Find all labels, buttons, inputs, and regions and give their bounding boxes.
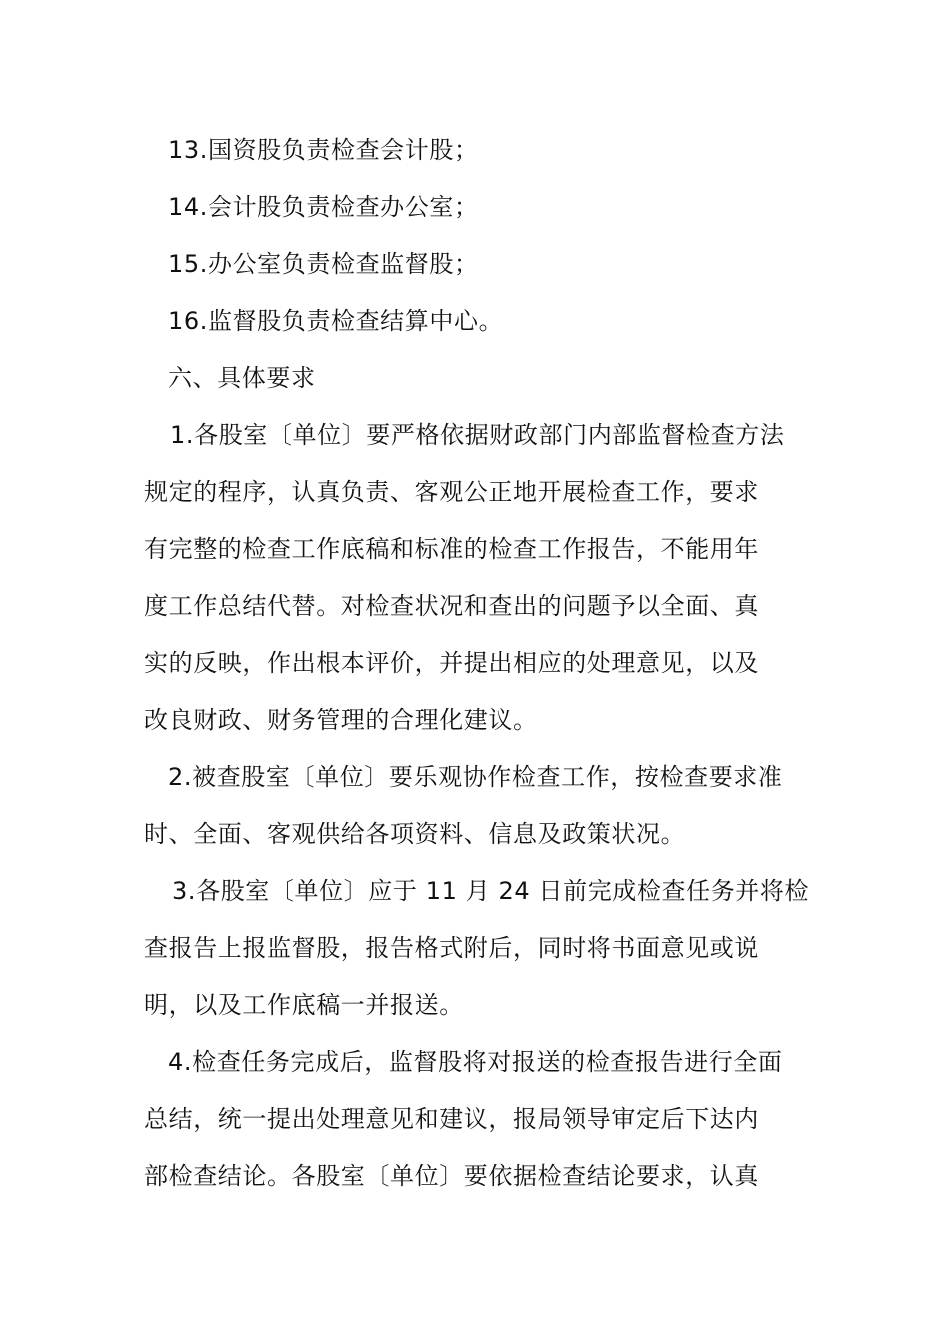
requirement-4-line-2: 总结，统一提出处理意见和建议，报局领导审定后下达内 <box>144 1105 759 1133</box>
requirement-3-line-1: 3.各股室〔单位〕应于 11 月 24 日前完成检查任务并将检 <box>172 877 810 905</box>
requirement-2-line-1: 2.被查股室〔单位〕要乐观协作检查工作，按检查要求准 <box>168 763 783 791</box>
requirement-2-line-2: 时、全面、客观供给各项资料、信息及政策状况。 <box>144 820 686 848</box>
requirement-1-line-6: 改良财政、财务管理的合理化建议。 <box>144 706 538 734</box>
requirement-4-line-1: 4.检查任务完成后，监督股将对报送的检查报告进行全面 <box>168 1048 783 1076</box>
requirement-3-line-3: 明，以及工作底稿一并报送。 <box>144 991 464 1019</box>
requirement-4-line-3: 部检查结论。各股室〔单位〕要依据检查结论要求，认真 <box>144 1162 759 1190</box>
requirement-1-line-3: 有完整的检查工作底稿和标准的检查工作报告，不能用年 <box>144 535 759 563</box>
list-item-14: 14.会计股负责检查办公室； <box>168 193 479 221</box>
requirement-3-line-2: 查报告上报监督股，报告格式附后，同时将书面意见或说 <box>144 934 759 962</box>
requirement-1-line-1: 1.各股室〔单位〕要严格依据财政部门内部监督检查方法 <box>170 421 785 449</box>
list-item-16: 16.监督股负责检查结算中心。 <box>168 307 504 335</box>
requirement-1-line-2: 规定的程序，认真负责、客观公正地开展检查工作，要求 <box>144 478 759 506</box>
list-item-15: 15.办公室负责检查监督股； <box>168 250 479 278</box>
document-body <box>144 122 809 1205</box>
requirement-1-line-4: 度工作总结代替。对检查状况和查出的问题予以全面、真 <box>144 592 759 620</box>
section-heading: 六、具体要求 <box>168 364 316 392</box>
requirement-1-line-5: 实的反映，作出根本评价，并提出相应的处理意见，以及 <box>144 649 759 677</box>
list-item-13: 13.国资股负责检查会计股； <box>168 136 479 164</box>
